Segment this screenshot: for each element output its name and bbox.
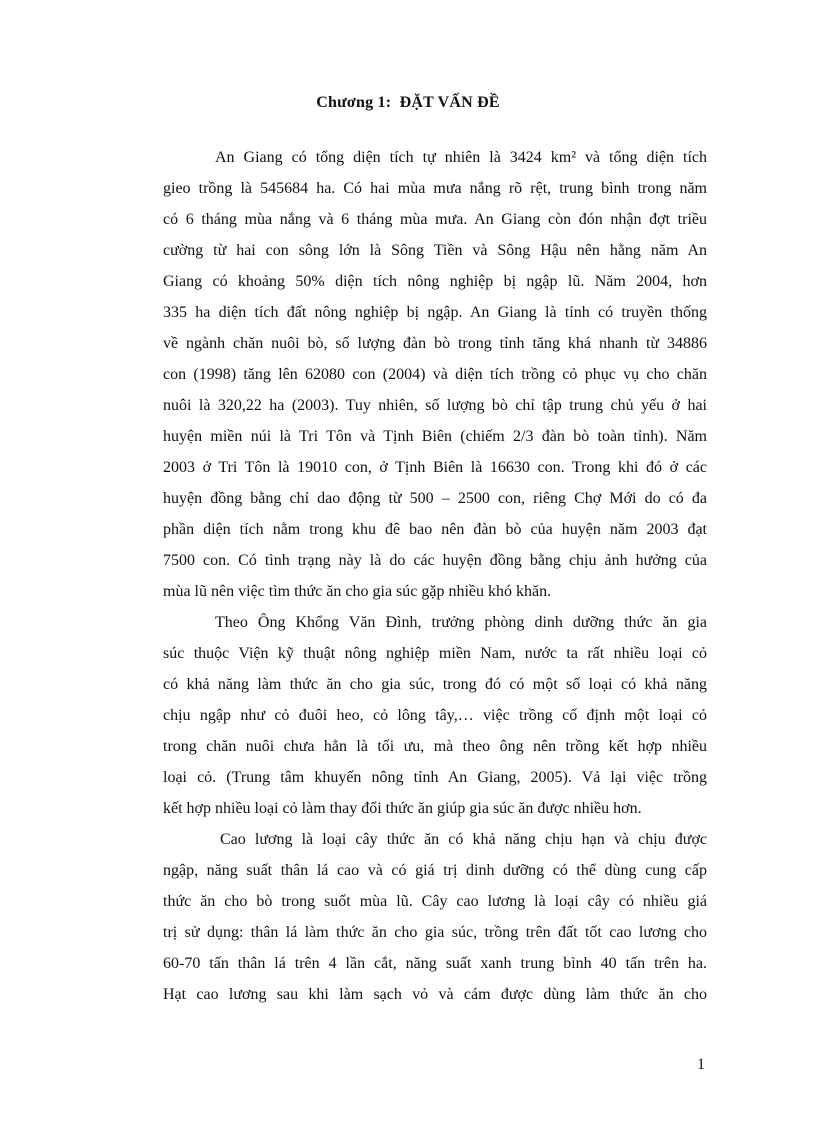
text-line-16: Theo Ông Khổng Văn Đình, trưởng phòng dinh dưỡng thức ăn gia — [215, 614, 707, 631]
text-line-26: trị sử dụng: thân lá làm thức ăn cho gia súc, trồng trên đất tốt cao lương cho — [163, 924, 707, 941]
text-line-13: phần diện tích nằm trong khu đê bao nên đàn bò của huyện năm 2003 đạt — [163, 521, 707, 538]
text-line-6: 335 ha diện tích đất nông nghiệp bị ngập. An Giang là tỉnh có truyền thống — [163, 304, 707, 321]
text-line-20: trong chăn nuôi chưa hẳn là tối ưu, mà theo ông nên trồng kết hợp nhiều — [163, 738, 707, 755]
text-line-2: gieo trồng là 545684 ha. Có hai mùa mưa nắng rõ rệt, trung bình trong năm — [163, 180, 707, 197]
text-line-15: mùa lũ nên việc tìm thức ăn cho gia súc gặp nhiều khó khăn. — [163, 583, 552, 600]
text-line-11: 2003 ở Tri Tôn là 19010 con, ở Tịnh Biên là 16630 con. Trong khi đó ở các — [163, 459, 707, 476]
text-line-8: con (1998) tăng lên 62080 con (2004) và diện tích trồng cỏ phục vụ cho chăn — [163, 366, 707, 383]
text-line-24: ngập, năng suất thân lá cao và có giá trị dinh dưỡng có thể dùng cung cấp — [163, 862, 707, 879]
text-line-25: thức ăn cho bò trong suốt mùa lũ. Cây cao lương là loại cây có nhiều giá — [163, 893, 707, 910]
text-line-22: kết hợp nhiều loại cỏ làm thay đổi thức ăn giúp gia súc ăn được nhiều hơn. — [163, 800, 642, 817]
text-line-5: Giang có khoảng 50% diện tích nông nghiệp bị ngập lũ. Năm 2004, hơn — [163, 273, 707, 290]
text-line-17: súc thuộc Viện kỹ thuật nông nghiệp miền Nam, nước ta rất nhiều loại cỏ — [163, 645, 707, 662]
text-line-10: huyện miền núi là Tri Tôn và Tịnh Biên (chiếm 2/3 đàn bò toàn tỉnh). Năm — [163, 428, 707, 445]
text-line-12: huyện đồng bằng chỉ dao động từ 500 – 2500 con, riêng Chợ Mới do có đa — [163, 490, 707, 507]
text-line-19: chịu ngập như cỏ đuôi heo, cỏ lông tây,… việc trồng cố định một loại cỏ — [163, 707, 707, 724]
text-line-7: về ngành chăn nuôi bò, số lượng đàn bò trong tỉnh tăng khá nhanh từ 34886 — [163, 335, 707, 352]
text-line-1: An Giang có tổng diện tích tự nhiên là 3424 km² và tổng diện tích — [215, 149, 707, 166]
text-line-4: cường từ hai con sông lớn là Sông Tiền và Sông Hậu nên hằng năm An — [163, 242, 707, 259]
text-line-18: có khả năng làm thức ăn cho gia súc, trong đó có một số loại có khả năng — [163, 676, 707, 693]
page-number: 1 — [697, 1056, 705, 1073]
text-line-21: loại cỏ. (Trung tâm khuyến nông tỉnh An Giang, 2005). Vả lại việc trồng — [163, 769, 707, 786]
text-line-23: Cao lương là loại cây thức ăn có khả năng chịu hạn và chịu được — [220, 831, 707, 848]
text-line-3: có 6 tháng mùa nắng và 6 tháng mùa mưa. An Giang còn đón nhận đợt triều — [163, 211, 707, 228]
chapter-title: Chương 1: ĐẶT VẤN ĐỀ — [316, 94, 500, 111]
text-line-28: Hạt cao lương sau khi làm sạch vỏ và cám được dùng làm thức ăn cho — [163, 986, 707, 1003]
text-line-9: nuôi là 320,22 ha (2003). Tuy nhiên, số lượng bò chỉ tập trung chủ yếu ở hai — [163, 397, 707, 414]
text-line-14: 7500 con. Có tình trạng này là do các huyện đồng bằng chịu ảnh hưởng của — [163, 552, 707, 569]
text-line-27: 60-70 tấn thân lá trên 4 lần cắt, năng suất xanh trung bình 40 tấn trên ha. — [163, 955, 707, 972]
